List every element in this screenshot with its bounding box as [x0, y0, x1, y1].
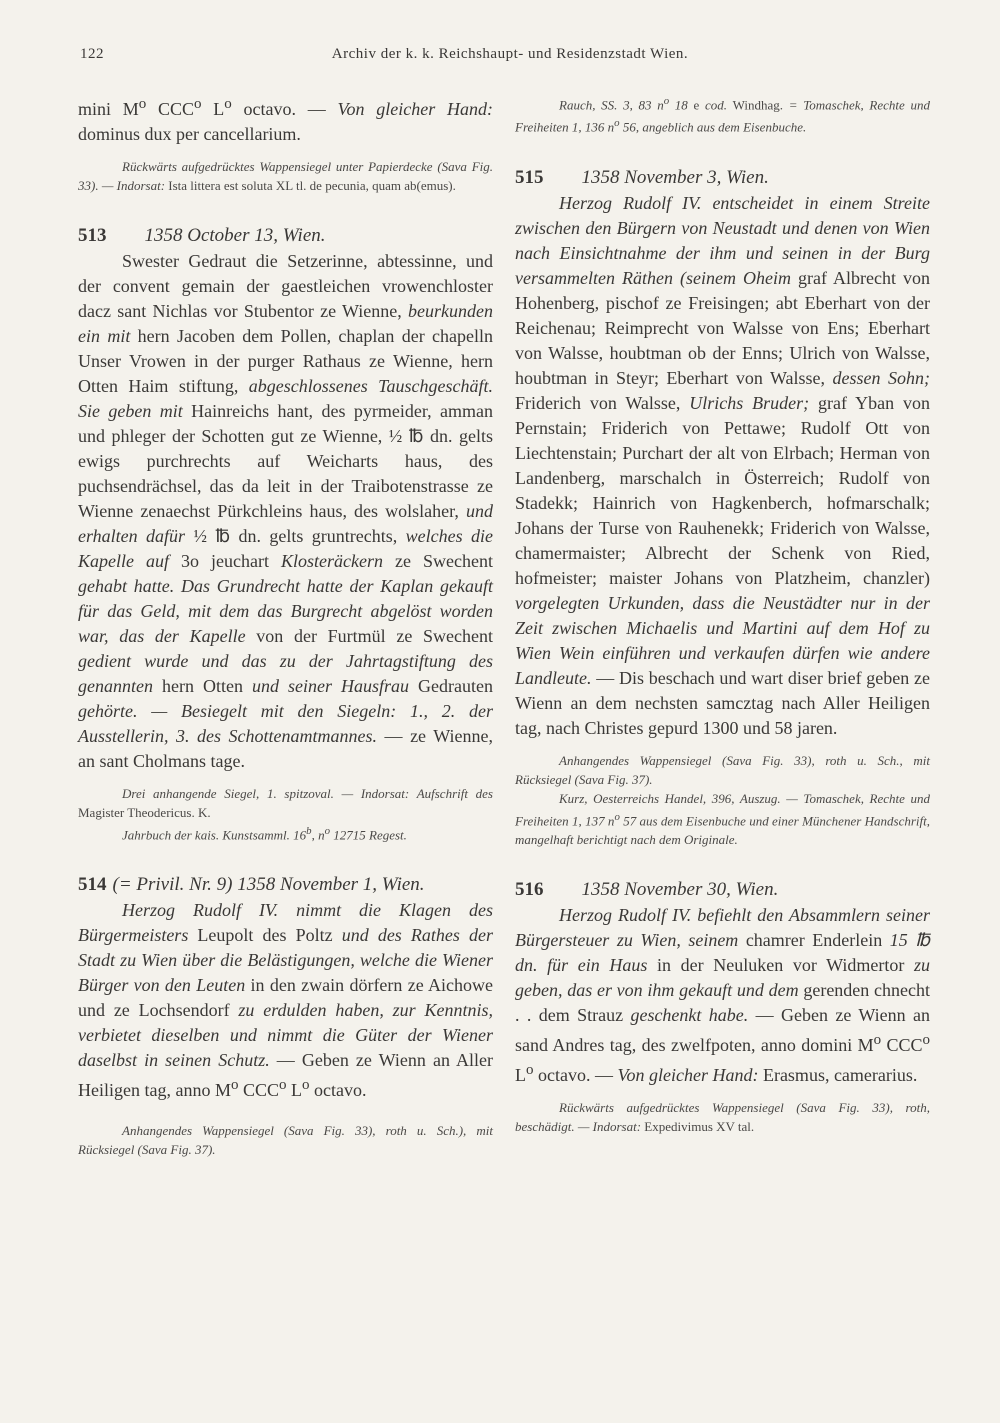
- entry-516-number: 516: [515, 878, 544, 900]
- entry-514-reference-note: Rauch, SS. 3, 83 $n^o$ 18 e cod. Windhag. = Tomaschek, Rechte und Freiheiten 1, 136 $n^o$ 56, angeblich aus dem Eisenbuche.: [515, 95, 930, 135]
- right-column: [515, 92, 930, 1136]
- entry-515-note-seals: Anhangendes Wappensiegel (Sava Fig. 33), roth u. Sch., mit Rücksiegel (Sava Fig. 37).: [515, 752, 930, 787]
- entry-513-heading: [78, 223, 493, 249]
- entry-515-note-reference: Kurz, Oesterreichs Handel, 396, Auszug. — Tomaschek, Rechte und Freiheiten 1, 137 $n^o$ 57 aus dem Eisenbuche und einer Münchener Handschrift, mangelhaft berichtigt nach dem Originale.: [515, 790, 930, 847]
- entry-516-date: 1358 November 30, Wien.: [581, 878, 779, 900]
- entry-516-heading: [515, 877, 930, 903]
- entry-516-note: Rückwärts aufgedrücktes Wappensiegel (Sava Fig. 33), roth, beschädigt. — Indorsat: Expedivimus XV tal.: [515, 1099, 930, 1134]
- entry-516-text: Herzog Rudolf IV. befiehlt den Absammlern seiner Bürgersteuer zu Wien, seinem chamrer Enderlein 15 ℔ dn. für ein Haus in der Neuluken vor Widmertor zu geben, das er von ihm gekauft und dem gerenden chnecht . . dem Strauz geschenkt habe. — Geben ze Wienn an sand Andres tag, des zwelfpoten, anno domini $M^o$ CCC$^o$ $L^o$ octavo. — Von gleicher Hand: Erasmus, camerarius.: [515, 904, 931, 1085]
- entry-513-number: 513: [78, 225, 107, 246]
- left-column: [78, 92, 493, 1159]
- page-number: 122: [80, 46, 104, 62]
- running-head: [80, 46, 940, 70]
- entry-515-text: Herzog Rudolf IV. entscheidet in einem Streite zwischen den Bürgern von Neustadt und denen von Wien nach Einsichtnahme der ihm und seinen in der Burg versammelten Räthen (seinem Oheim graf Albrecht von Hohenberg, pischof ze Freisingen; abt Eberhart von der Reichenau; Reimprecht von Walsse von Ens; Eberhart von Walsse, houbtman ob der Enns; Ulrich von Walsse, houbtman in Steyr; Eberhart von Walsse, dessen Sohn; Friderich von Walsse, Ulrichs Bruder; graf Yban von Pernstain; Friderich von Pettawe; Rudolf Ott von Liechtenstain; Purchart der alt von Elrbach; Herman von Landenberg, marschalch in Österreich; Rudolf von Stadekk; Hainrich von Hagkenberch, hofmarschalk; Johans der Turse von Rauhenekk; Friderich von Walsse, chamermaister; Albrecht der Schenk von Ried, hofmeister; maister Johans von Platzheim, chanzler) vorgelegten Urkunden, dass die Neustädter nur in der Zeit zwischen Michaelis und Martini auf dem Hof zu Wien Wein einführen und verkaufen dürfen wie andere Landleute. — Dis beschach und wart diser brief geben ze Wienn an dem nechsten samcztag nach Aller Heiligen tag, nach Christes gepurd 1300 und 58 jaren.: [515, 192, 930, 738]
- entry-514-number: 514: [78, 874, 107, 896]
- entry-514-note: Anhangendes Wappensiegel (Sava Fig. 33), roth u. Sch.), mit Rücksiegel (Sava Fig. 37).: [78, 1123, 493, 1158]
- entry-514-text: Herzog Rudolf IV. nimmt die Klagen des Bürgermeisters Leupolt des Poltz und des Rathes der Stadt zu Wien über die Belästigungen, welche die Wiener Bürger von den Leuten in den zwain dörfern ze Aichowe und ze Lochsendorf zu erdulden haben, zur Kenntnis, verbietet dieselben und nimmt die Güter der Wiener daselbst in seinen Schutz. — Geben ze Wienn an Aller Heiligen tag, anno $M^o$ CCC$^o$ $L^o$ octavo.: [78, 900, 494, 1101]
- entry-514-heading: [78, 872, 493, 898]
- entry-514-date: (= Privil. Nr. 9) 1358 November 1, Wien.: [112, 874, 425, 896]
- entry-513-date: 1358 October 13, Wien.: [144, 225, 326, 246]
- intro-note: Rückwärts aufgedrücktes Wappensiegel unter Papierdecke (Sava Fig. 33). — Indorsat: Ista littera est soluta XL tl. de pecunia, quam ab(emus).: [78, 159, 493, 193]
- entry-513-text: Swester Gedraut die Setzerinne, abtessinne, und der convent gemain der gaestleichen vrowenchloster dacz sant Nichlas vor Stubentor ze Wienne, beurkunden ein mit hern Jacoben dem Pollen, chaplan der chapelln Unser Vrowen in der purger Rathaus ze Wienne, hern Otten Haim stiftung, abgeschlossenes Tauschgeschäft. Sie geben mit Hainreichs hant, des pyrmeider, amman und phleger der Schotten gut ze Wienne, ½ ℔ dn. gelts ewigs purchrechts auf Weicharts haus, des puchsendrächsel, das da leit in der Traibotenstrasse ze Wienne zenaechst Pürkchleins haus, des wolslaher, und erhalten dafür ½ ℔ dn. gelts gruntrechts, welches die Kapelle auf 3o jeuchart Klosteräckern ze Swechent gehabt hatte. Das Grundrecht hatte der Kaplan gekauft für das Geld, mit dem das Burgrecht abgelöst worden war, das der Kapelle von der Furtmül ze Swechent gedient wurde und das zu der Jahrtagstiftung des genannten hern Otten und seiner Hausfrau Gedrauten gehörte. — Besiegelt mit den Siegeln: 1., 2. der Ausstellerin, 3. des Schottenamtmannes. — ze Wienne, an sant Cholmans tage.: [78, 251, 494, 771]
- running-title: Archiv der k. k. Reichshaupt- und Residenzstadt Wien.: [331, 46, 689, 62]
- entry-513-note-reference: Jahrbuch der kais. Kunstsamml. 16$^b$, $n^o$ 12715 Regest.: [122, 825, 407, 843]
- entry-515-date: 1358 November 3, Wien.: [581, 166, 769, 188]
- entry-515-number: 515: [515, 166, 544, 188]
- entry-513-note-seals: Drei anhangende Siegel, 1. spitzoval. — Indorsat: Aufschrift des Magister Theodericus. K.: [78, 786, 493, 820]
- intro-text: mini $M^o$ CCC$^o$ $L^o$ octavo. — Von gleicher Hand: dominus dux per cancellarium.: [78, 96, 493, 144]
- entry-515-heading: [515, 165, 930, 191]
